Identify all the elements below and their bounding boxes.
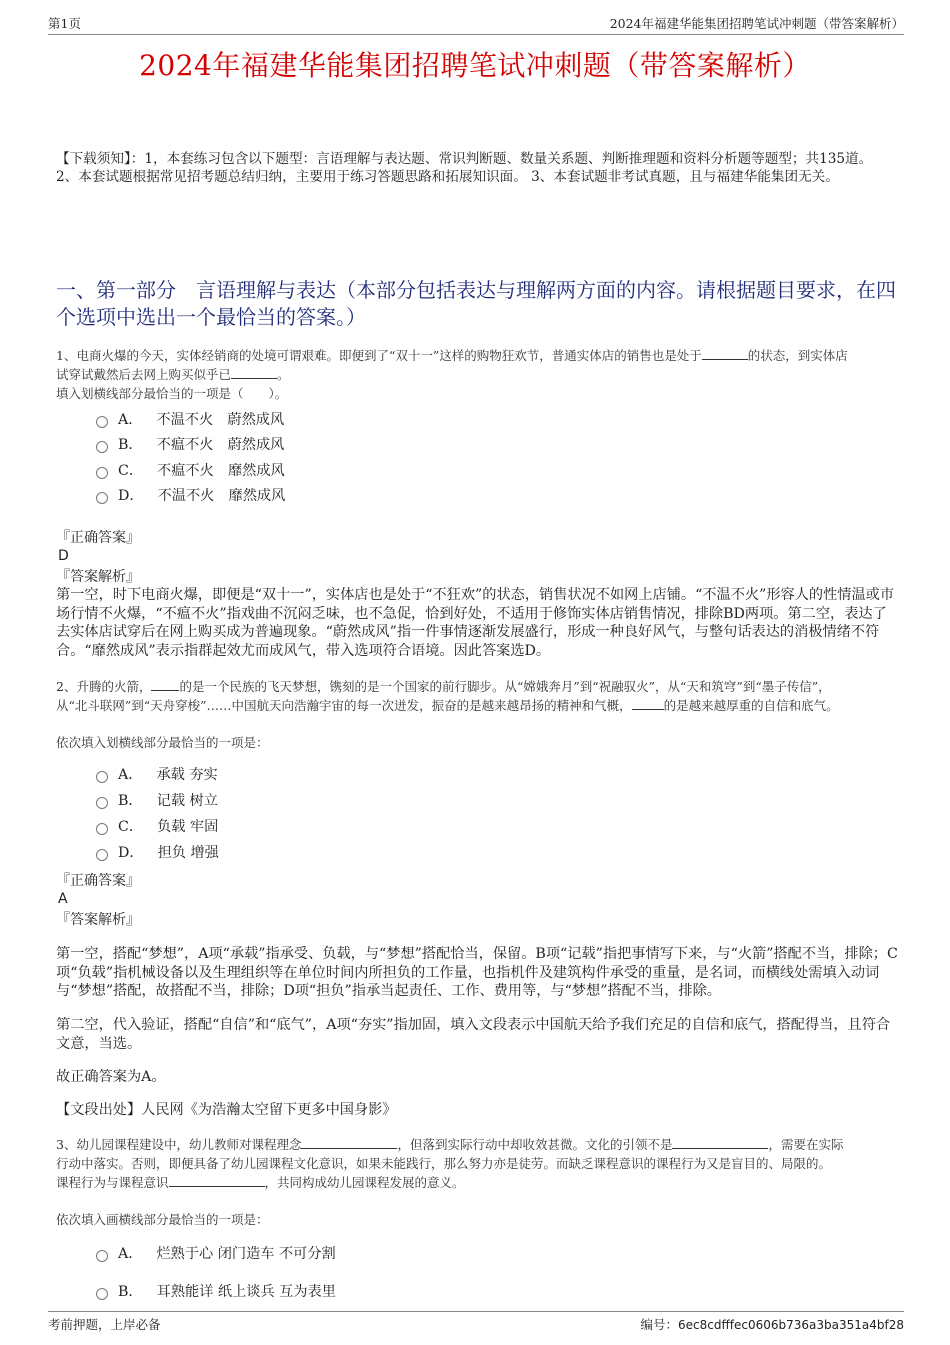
q1-analysis: 第一空，时下电商火爆，即便是“双十一”，实体店也是处于“不狂欢”的状态，销售状况不如网上店铺。“不温不火”形容人的性情温或市场行情不火爆，“不瘟不火”指戏曲不沉闷乏味，也不急促，恰到好处，不适用于修饰实体店销售情况，排除BD两项。第二空，表达了去实体店试穿后在网上购买成为普遍现象。“蔚然成风”指一件事情逐渐发展盛行，形成一种良好风气，与整句话表达的消极情绪不符合。“靡然成风”表示指群起效尤而成风气，带入选项符合语境。因此答案选D。 [56,587,895,659]
q2-option-d[interactable]: D． 担负 增强 [96,843,219,863]
radio-icon[interactable] [96,823,108,835]
page-footer [48,1311,904,1333]
q1-option-d[interactable]: D． 不温不火 靡然成风 [96,486,285,506]
footer-id: 编号：6ec8cdfffec0606b736a3ba351a4bf28 [640,1317,904,1332]
q2-analysis-p1: 第一空，搭配“梦想”，A项“承载”指承受、负载，与“梦想”搭配恰当，保留。B项“记载”指把事情写下来，与“火箭”搭配不当，排除；C项“负载”指机械设备以及生理组织等在单位时间内所担负的工作量，也指机件及建筑构件承受的重量，是名词，而横线处需填入动词与“梦想”搭配，故搭配不当，排除；D项“担负”指承当起责任、工作、费用等，与“梦想”搭配不当，排除。 [56,946,898,999]
radio-icon[interactable] [96,797,108,809]
q2-instruction: 依次填入划横线部分最恰当的一项是： [56,735,269,750]
question-2-stem: 2、升腾的火箭， 的是一个民族的飞天梦想，镌刻的是一个国家的前行脚步。从“嫦娥奔月”到“祝融驭火”，从“天和筑穹”到“墨子传信”， 从“北斗联网”到“天舟穿梭”……中国航天向浩瀚宇宙的每一次迸发，振奋的是越来越昂扬的精神和气概， 的是越来越厚重的自信和底气。 [56,679,839,713]
q3-option-a[interactable]: A． 烂熟于心 闭门造车 不可分割 [96,1244,336,1264]
radio-icon[interactable] [96,1250,108,1262]
q2-option-b[interactable]: B． 记载 树立 [96,791,218,811]
radio-icon[interactable] [96,416,108,428]
q1-answer-label: 『正确答案』 [56,530,140,546]
radio-icon[interactable] [96,467,108,479]
radio-icon[interactable] [96,441,108,453]
download-notice: 【下载须知】：1，本套练习包含以下题型：言语理解与表达题、常识判断题、数量关系题、判断推理题和资料分析题等题型；共135道。 2、本套试题根据常见招考题总结归纳，主要用于练习答题思路和拓展知识面。 3、本套试题非考试真题，且与福建华能集团无关。 [56,151,873,185]
q1-answer: D [58,548,69,564]
q1-option-a[interactable]: A． 不温不火 蔚然成风 [96,410,284,430]
q3-instruction: 依次填入画横线部分最恰当的一项是： [56,1212,269,1227]
q2-option-a[interactable]: A． 承载 夯实 [96,765,218,785]
radio-icon[interactable] [96,1288,108,1300]
q1-option-c[interactable]: C． 不瘟不火 靡然成风 [96,461,285,481]
q3-option-b[interactable]: B． 耳熟能详 纸上谈兵 互为表里 [96,1282,336,1302]
q1-analysis-label: 『答案解析』 [56,569,140,585]
q2-analysis-p2: 第二空，代入验证，搭配“自信”和“底气”，A项“夯实”指加固，填入文段表示中国航天给予我们充足的自信和底气，搭配得当，且符合文意，当选。 [56,1017,891,1052]
question-3-stem: 3、幼儿园课程建设中，幼儿教师对课程理念 ，但落到实际行动中却收效甚微。文化的引领不是 ，需要在实际 行动中落实。否则，即便具备了幼儿园课程文化意识，如果未能践行，那么努力亦是徒劳。而缺乏课程意识的课程行为又是盲目的、局限的。 课程行为与课程意识 ，共同构成幼儿园课程发展的意义。 [56,1137,844,1190]
q1-option-b[interactable]: B． 不瘟不火 蔚然成风 [96,435,284,455]
page-header [48,12,904,35]
q2-analysis-p3: 故正确答案为A。 [56,1069,166,1085]
page-title: 2024年福建华能集团招聘笔试冲刺题（带答案解析） [139,49,811,82]
q2-answer-label: 『正确答案』 [56,873,140,889]
footer-slogan: 考前押题，上岸必备 [48,1317,161,1332]
radio-icon[interactable] [96,849,108,861]
q2-option-c[interactable]: C． 负载 牢固 [96,817,218,837]
page-number: 第1页 [48,16,81,31]
header-doc-title: 2024年福建华能集团招聘笔试冲刺题（带答案解析） [609,16,904,31]
radio-icon[interactable] [96,771,108,783]
section-title: 一、第一部分 言语理解与表达（本部分包括表达与理解两方面的内容。请根据题目要求，在四个选项中选出一个最恰当的答案。） [56,278,896,329]
question-1-stem: 1、电商火爆的今天，实体经销商的处境可谓艰难。即便到了“双十一”这样的购物狂欢节，普通实体店的销售也是处于 的状态，到实体店 试穿试戴然后去网上购买似乎已 。 填入划横线部分最恰当的一项是（ ）。 [56,348,848,401]
q2-analysis-label: 『答案解析』 [56,912,140,928]
q2-answer: A [58,891,68,907]
radio-icon[interactable] [96,492,108,504]
q2-source: 【文段出处】人民网《为浩瀚太空留下更多中国身影》 [56,1102,397,1118]
